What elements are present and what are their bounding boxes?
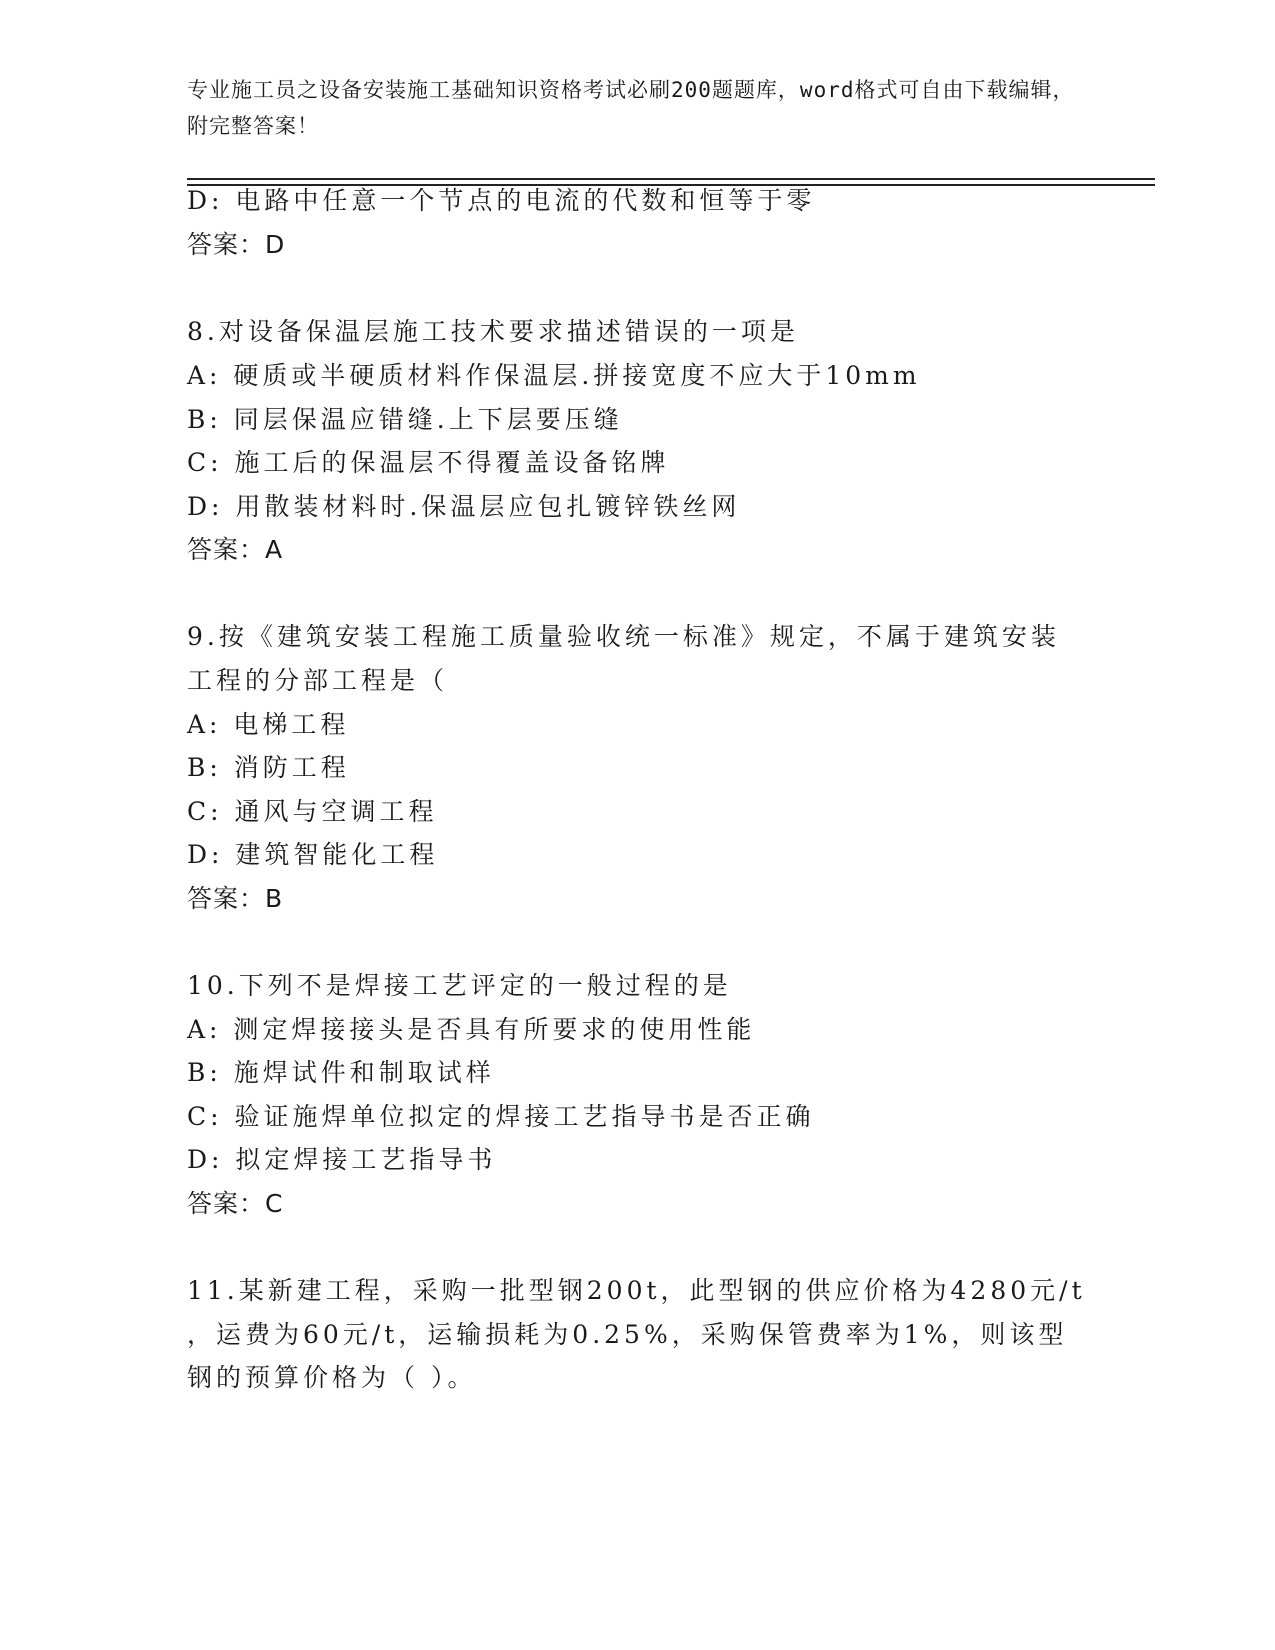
q8-option-b: B: 同层保温应错缝.上下层要压缝: [187, 405, 623, 434]
q8-option-a: A: 硬质或半硬质材料作保温层.拼接宽度不应大于10mm: [187, 361, 921, 390]
q11-stem-line3: 钢的预算价格为（ ）。: [187, 1363, 477, 1392]
q9-option-a: A: 电梯工程: [187, 710, 350, 739]
q9-option-c: C: 通风与空调工程: [187, 797, 438, 826]
q8-option-d: D: 用散装材料时.保温层应包扎镀锌铁丝网: [187, 492, 741, 521]
q11-stem-line2: ，运费为60元/t，运输损耗为0.25%，采购保管费率为1%，则该型: [187, 1320, 1068, 1349]
q9-option-d: D: 建筑智能化工程: [187, 840, 439, 869]
q8-stem: 8.对设备保温层施工技术要求描述错误的一项是: [187, 317, 799, 346]
q10-stem: 10.下列不是焊接工艺评定的一般过程的是: [187, 971, 732, 1000]
prev-answer: 答案：D: [187, 230, 286, 259]
q9-option-b: B: 消防工程: [187, 753, 350, 782]
prev-option-d: D: 电路中任意一个节点的电流的代数和恒等于零: [187, 186, 816, 215]
q10-option-d: D: 拟定焊接工艺指导书: [187, 1145, 497, 1174]
document-header: [187, 72, 1087, 144]
q11-stem-line1: 11.某新建工程，采购一批型钢200t，此型钢的供应价格为4280元/t: [187, 1276, 1086, 1305]
q8-answer: 答案：A: [187, 535, 284, 564]
q10-option-a: A: 测定焊接接头是否具有所要求的使用性能: [187, 1015, 756, 1044]
q10-option-b: B: 施焊试件和制取试样: [187, 1058, 495, 1087]
q9-stem-line1: 9.按《建筑安装工程施工质量验收统一标准》规定，不属于建筑安装: [187, 622, 1060, 651]
q10-option-c: C: 验证施焊单位拟定的焊接工艺指导书是否正确: [187, 1102, 815, 1131]
q10-answer: 答案：C: [187, 1189, 284, 1218]
header-divider-top: [187, 178, 1155, 180]
q9-answer: 答案：B: [187, 884, 284, 913]
q8-option-c: C: 施工后的保温层不得覆盖设备铭牌: [187, 448, 670, 477]
header-text: 专业施工员之设备安装施工基础知识资格考试必刷200题题库，word格式可自由下载编辑，附完整答案！: [187, 78, 1075, 138]
q9-stem-line2: 工程的分部工程是（: [187, 666, 449, 695]
